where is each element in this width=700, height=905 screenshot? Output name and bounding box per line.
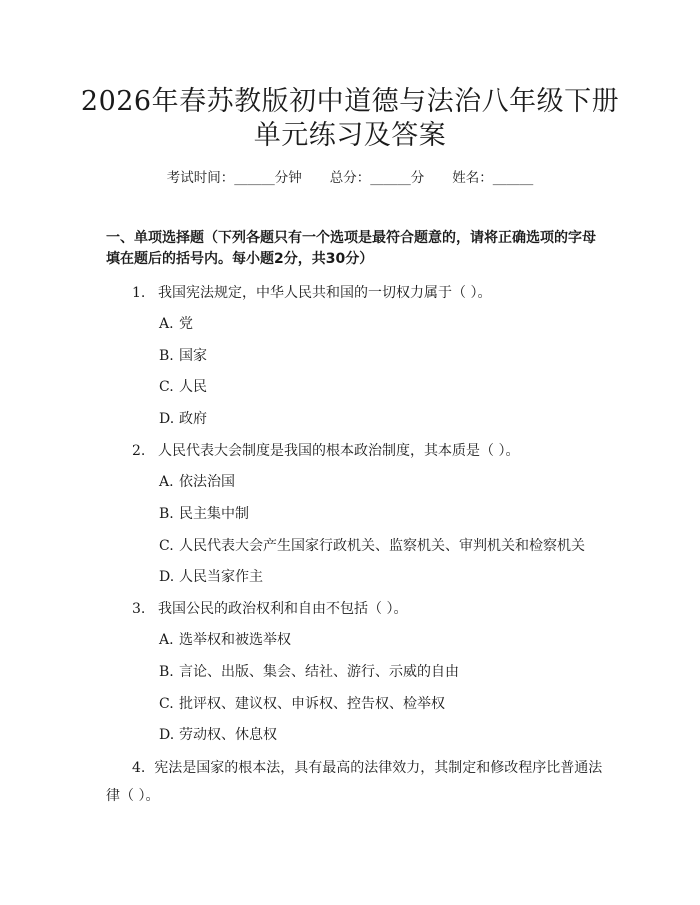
option-text: 言论、出版、集会、结社、游行、示威的自由 (179, 664, 459, 680)
option-text: 批评权、建议权、申诉权、控告权、检举权 (179, 696, 445, 712)
option-2b (159, 503, 619, 525)
option-1d (159, 408, 619, 430)
option-2a (159, 471, 619, 493)
option-text: 政府 (179, 411, 207, 427)
question-number: 4. (132, 760, 146, 776)
question-number: 3. (132, 601, 146, 617)
option-label: D. (159, 727, 175, 743)
question-text: 我国宪法规定，中华人民共和国的一切权力属于（ ）。 (158, 285, 492, 301)
option-label: B. (159, 506, 174, 522)
option-3a (159, 629, 619, 651)
question-text: 我国公民的政治权利和自由不包括（ ）。 (158, 601, 408, 617)
option-label: A. (159, 316, 174, 332)
question-number: 2. (132, 443, 146, 459)
section-heading: 一、单项选择题（下列各题只有一个选项是最符合题意的，请将正确选项的字母填在题后的括号内。每小题2分，共30分） (106, 230, 596, 267)
option-label: C. (159, 538, 174, 554)
option-3d (159, 724, 619, 746)
option-1b (159, 345, 619, 367)
option-text: 人民代表大会产生国家行政机关、监察机关、审判机关和检察机关 (179, 538, 585, 554)
question-4 (106, 754, 612, 810)
question-1 (132, 282, 612, 304)
question-number: 1. (132, 285, 146, 301)
question-2 (132, 440, 612, 462)
option-text: 依法治国 (179, 474, 235, 490)
option-label: A. (159, 474, 174, 490)
option-1a (159, 313, 619, 335)
exam-score: 总分：______分 (329, 170, 425, 186)
option-text: 民主集中制 (179, 506, 249, 522)
option-label: D. (159, 411, 175, 427)
option-3c (159, 693, 619, 715)
option-2d (159, 566, 619, 588)
exam-meta (0, 168, 700, 188)
option-label: C. (159, 379, 174, 395)
option-text: 党 (179, 316, 193, 332)
option-label: C. (159, 696, 174, 712)
option-3b (159, 661, 619, 683)
question-text: 人民代表大会制度是我国的根本政治制度，其本质是（ ）。 (158, 443, 520, 459)
document-title-line2: 单元练习及答案 (253, 120, 447, 151)
document-title-line1: 2026年春苏教版初中道德与法治八年级下册 (80, 86, 620, 117)
option-text: 人民 (179, 379, 207, 395)
option-text: 人民当家作主 (179, 569, 263, 585)
option-label: B. (159, 348, 174, 364)
option-label: D. (159, 569, 175, 585)
option-label: B. (159, 664, 174, 680)
option-text: 劳动权、休息权 (179, 727, 277, 743)
question-text: 宪法是国家的根本法，具有最高的法律效力，其制定和修改程序比普通法律（ ）。 (106, 760, 603, 804)
option-2c (159, 535, 619, 557)
option-1c (159, 376, 619, 398)
option-text: 国家 (179, 348, 207, 364)
exam-time: 考试时间：______分钟 (166, 170, 302, 186)
option-text: 选举权和被选举权 (179, 632, 291, 648)
question-3 (132, 598, 612, 620)
exam-name: 姓名：______ (452, 170, 534, 186)
option-label: A. (159, 632, 174, 648)
